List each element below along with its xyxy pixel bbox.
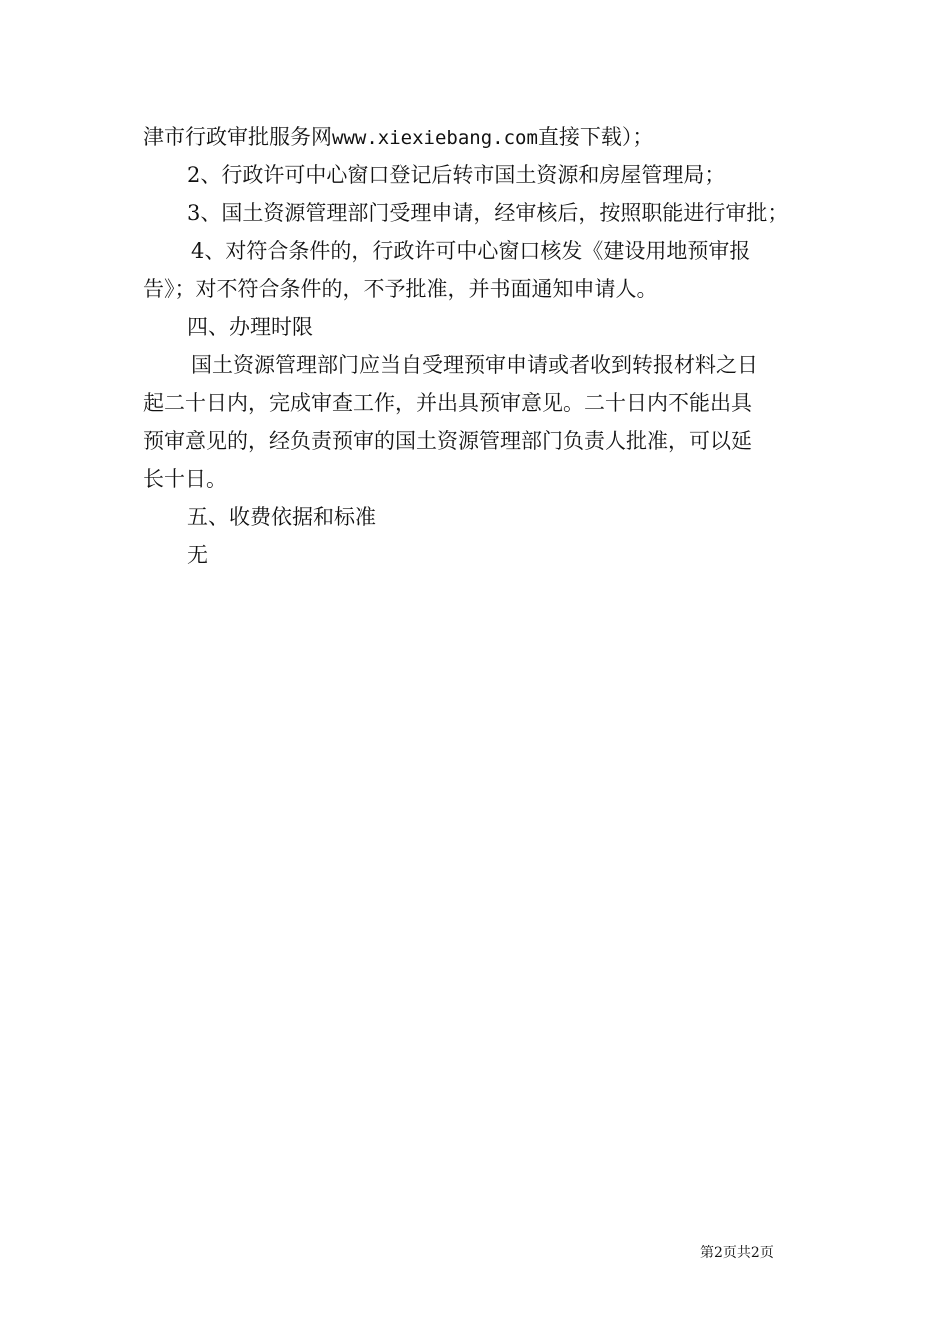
section-heading-time-limit: 四、办理时限: [187, 315, 313, 339]
text-line-8: 起二十日内，完成审查工作，并出具预审意见。二十日内不能出具: [143, 391, 752, 415]
text-line-9: 预审意见的，经负责预审的国土资源管理部门负责人批准，可以延: [143, 429, 752, 453]
section-heading-fees: 五、收费依据和标准: [187, 505, 376, 529]
text-line-2: 2、行政许可中心窗口登记后转市国土资源和房屋管理局；: [187, 163, 726, 187]
text-line-1: 津市行政审批服务网www.xiexiebang.com直接下载）；: [143, 125, 654, 149]
page-number-footer: 第2页共2页: [700, 1245, 774, 1261]
text-line-7: 国土资源管理部门应当自受理预审申请或者收到转报材料之日: [191, 353, 758, 377]
text-line-10: 长十日。: [143, 467, 227, 491]
text-line-12: 无: [187, 543, 208, 567]
text-line-5: 告》；对不符合条件的，不予批准，并书面通知申请人。: [143, 277, 658, 301]
website-url: www.xiexiebang.com: [332, 127, 538, 149]
text-line-3: 3、国土资源管理部门受理申请，经审核后，按照职能进行审批；: [187, 201, 789, 225]
text-line-4: 4、对符合条件的，行政许可中心窗口核发《建设用地预审报: [191, 239, 751, 263]
document-body: [143, 118, 813, 574]
